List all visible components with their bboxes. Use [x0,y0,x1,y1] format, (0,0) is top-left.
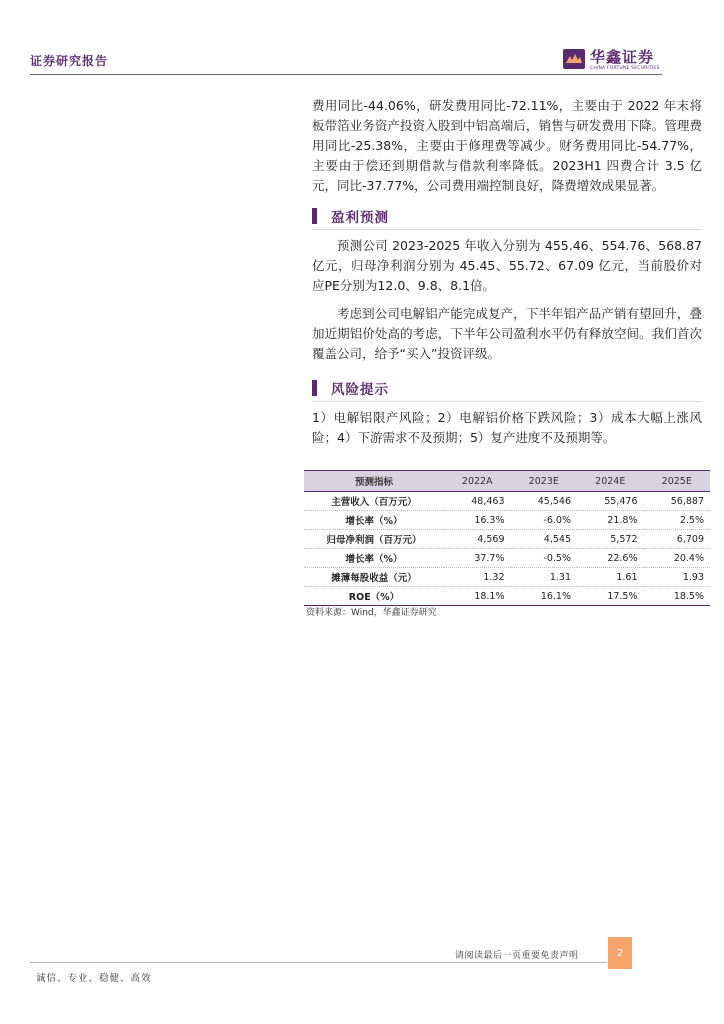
section-marker-icon [312,208,317,224]
row-label: 主营收入（百万元） [304,492,444,511]
row-label: 增长率（%） [304,511,444,530]
table-cell: 2.5% [644,511,711,530]
page-number-badge [608,937,632,969]
table-cell: 18.1% [444,587,511,606]
table-row [304,530,710,549]
disclaimer-note: 请阅读最后一页重要免责声明 [455,951,579,961]
header-divider [30,74,662,75]
table-cell: 37.7% [444,549,511,568]
table-cell: 6,709 [644,530,711,549]
table-cell: 1.93 [644,568,711,587]
table-cell: 21.8% [577,511,644,530]
table-cell: 22.6% [577,549,644,568]
table-header-cell: 2022A [444,471,511,492]
rating-paragraph: 考虑到公司电解铝产能完成复产，下半年铝产品产销有望回升，叠加近期铝价处高的考虑，下半年公司盈利水平仍有释放空间。我们首次覆盖公司，给予“买入”投资评级。 [312,306,702,361]
table-cell: 48,463 [444,492,511,511]
table-cell: 5,572 [577,530,644,549]
logo-subtext: CHINA FORTUNE SECURITIES [590,66,660,71]
forecast-table [304,470,710,606]
table-cell: 4,545 [511,530,578,549]
section-rule [312,401,702,402]
table-cell: 16.1% [511,587,578,606]
section-title: 盈利预测 [331,210,389,226]
row-label: 摊薄每股收益（元） [304,568,444,587]
table-cell: 17.5% [577,587,644,606]
table-cell: 1.31 [511,568,578,587]
table-header-cell: 预测指标 [304,471,444,492]
table-row [304,568,710,587]
footer-slogan: 诚信、专业、稳健、高效 [36,973,152,984]
table-header-cell: 2023E [511,471,578,492]
main-content [312,96,702,448]
table-cell: 56,887 [644,492,711,511]
table-cell: 4,569 [444,530,511,549]
table-row [304,511,710,530]
footer-divider [30,962,606,963]
table-header-cell: 2025E [644,471,711,492]
section-title: 风险提示 [331,382,389,398]
table-row [304,549,710,568]
report-type-title: 证券研究报告 [30,54,109,68]
table-cell: -0.5% [511,549,578,568]
row-label: 归母净利润（百万元） [304,530,444,549]
table-cell: 18.5% [644,587,711,606]
table-row [304,587,710,606]
section-heading-forecast [312,206,702,226]
row-label: 增长率（%） [304,549,444,568]
page-number: 2 [616,947,624,959]
table-header-cell: 2024E [577,471,644,492]
logo-icon [563,49,585,69]
section-marker-icon [312,380,317,396]
table-cell: -6.0% [511,511,578,530]
table-source-note: 资料来源：Wind，华鑫证券研究 [306,608,437,618]
section-heading-risk [312,378,702,398]
forecast-paragraph: 预测公司 2023-2025 年收入分别为 455.46、554.76、568.87 亿元，归母净利润分别为 45.45、55.72、67.09 亿元，当前股价对应PE分别为12.0、9.8、8.1倍。 [312,238,702,293]
logo-text: 华鑫证券 [590,48,655,66]
table-cell: 45,546 [511,492,578,511]
table-cell: 16.3% [444,511,511,530]
table-cell: 1.61 [577,568,644,587]
risk-paragraph: 1）电解铝限产风险；2）电解铝价格下跌风险；3）成本大幅上涨风险；4）下游需求不及预期；5）复产进度不及预期等。 [312,410,702,445]
table-header-row [304,471,710,492]
expense-paragraph: 费用同比-44.06%，研发费用同比-72.11%，主要由于 2022 年末将板带箔业务资产投资入股到中铝高端后，销售与研发费用下降。管理费用同比-25.38%，主要由于修理费等减少。财务费用同比-54.77%，主要由于偿还到期借款与借款利率降低。2023H1 四费合计 3.5 亿元，同比-37.77%，公司费用端控制良好，降费增效成果显著。 [312,98,702,193]
table-cell: 20.4% [644,549,711,568]
section-rule [312,229,702,230]
table-cell: 55,476 [577,492,644,511]
table-row [304,492,710,511]
table-cell: 1.32 [444,568,511,587]
row-label: ROE（%） [304,587,444,606]
